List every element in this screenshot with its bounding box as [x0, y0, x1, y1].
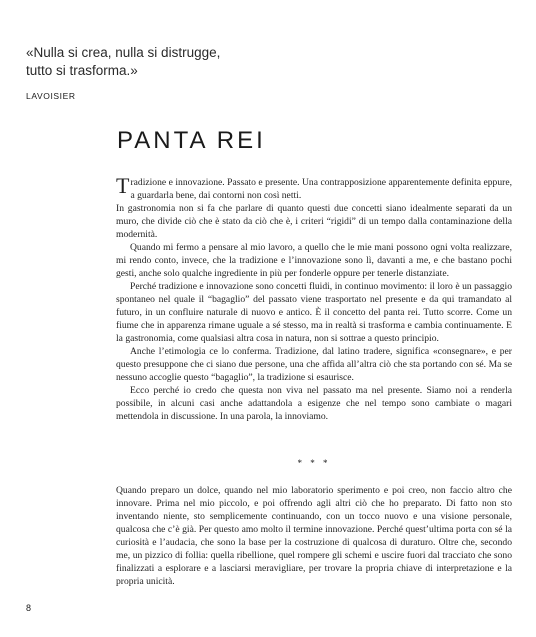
paragraph: In gastronomia non si fa che parlare di quanto questi due concetti siano idealmente separati da un muro, che divide ciò che è stato da ciò che è, i criteri “rigidi” di un tempo dalla contaminazione della modernità. [116, 203, 512, 240]
page-number: 8 [26, 603, 32, 613]
epigraph-line: «Nulla si crea, nulla si distrugge, [26, 45, 221, 60]
chapter-body-second-section [116, 484, 512, 588]
paragraph: Perché tradizione e innovazione sono concetti fluidi, in continuo movimento: il loro è un passaggio spontaneo nel quale il “bagaglio” del passato viene trasportato nel presente e da qui tramandato al futuro, in un confluire naturale di nuovo e antico. È il concetto del panta rei. Tutto scorre. Come un fiume che in apparenza rimane uguale a sé stesso, ma in realtà si trasforma e cambia continuamente. E la gastronomia, come qualsiasi altra cosa in natura, non si sottrae a questo principio. [116, 281, 512, 344]
paragraph: Ecco perché io credo che questa non viva nel passato ma nel presente. Siamo noi a renderla possibile, in alcuni casi anche adattandola a esigenze che nel tempo sono cambiate o magari mettendola in discussione. In una parola, la innoviamo. [116, 385, 512, 422]
paragraph: Quando mi fermo a pensare al mio lavoro, a quello che le mie mani possono ogni volta realizzare, mi rendo conto, invece, che la tradizione e l’innovazione sono lì, davanti a me, e che bastano pochi gesti, anche solo qualche ingrediente in più per fonderle oppure per tenerle distanziate. [116, 242, 512, 279]
section-separator: * * * [297, 458, 331, 468]
paragraph: Quando preparo un dolce, quando nel mio laboratorio sperimento e poi creo, non faccio altro che innovare. Prima nel mio piccolo, e poi offrendo agli altri ciò che ho preparato. Di fatto non sto inventando niente, sto semplicemente continuando, con un tocco nuovo e una visione personale, qualcosa che c’è già. Per questo amo molto il termine innovazione. Perché quest’ultima porta con sé la curiosità e l’audacia, che sono la base per la costruzione di qualcosa di duraturo. Oltre che, secondo me, un pizzico di follia: quella ribellione, quel rompere gli schemi e uscire fuori dal tracciato che sono finalizzati a esplorare e a lasciarsi meravigliare, per trovare la propria chiave di interpretazione e la propria unicità. [116, 485, 512, 587]
chapter-title: PANTA REI [117, 127, 266, 154]
epigraph-line: tutto si trasforma.» [26, 63, 138, 78]
paragraph: Anche l’etimologia ce lo conferma. Tradizione, dal latino tradere, significa «consegnare», e per questo presuppone che ci siano due persone, una che affida all’altra ciò che sta portando con sé. Ma se nessuno accoglie questo “bagaglio”, la tradizione si esaurisce. [116, 346, 512, 383]
chapter-body [116, 173, 512, 423]
paragraph: Tradizione e innovazione. Passato e presente. Una contrapposizione apparentemente definita eppure, a guardarla bene, dai contorni non così netti. [116, 173, 512, 201]
epigraph-quote [26, 44, 326, 80]
epigraph-author: LAVOISIER [26, 91, 76, 101]
